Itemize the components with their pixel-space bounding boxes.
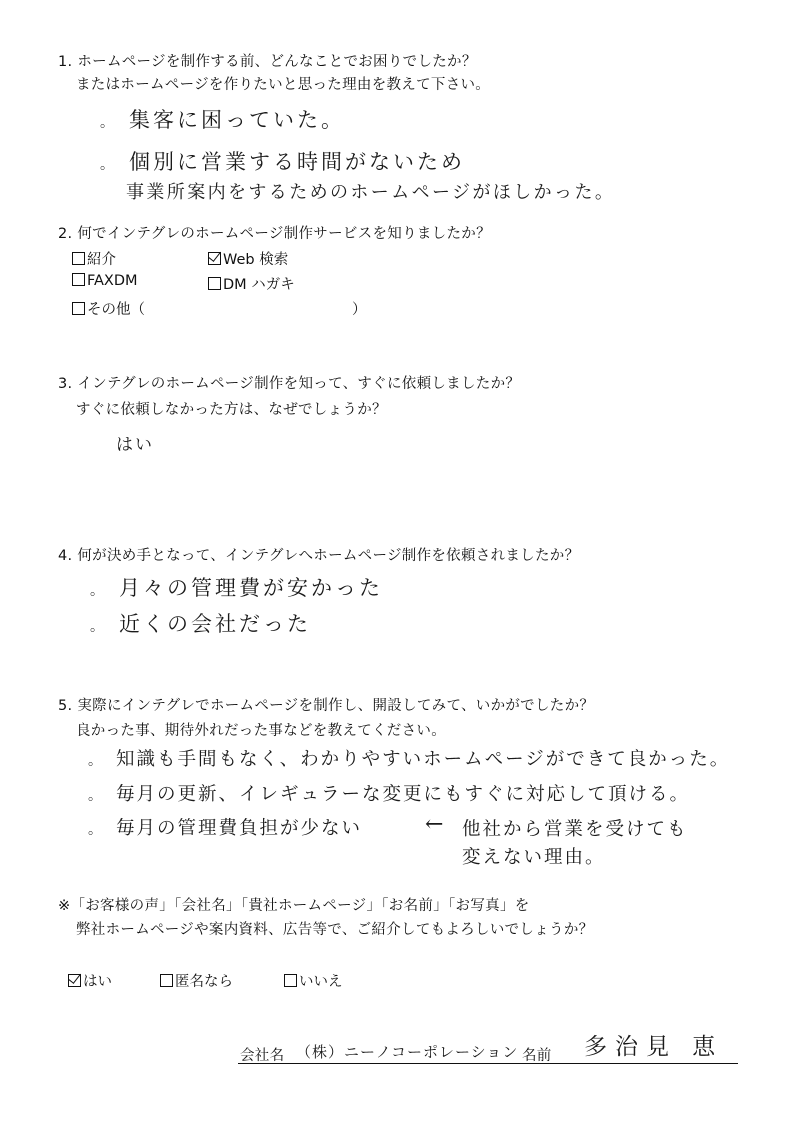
- q1-answer-1-text: 集客に困っていた。: [129, 108, 345, 132]
- checkbox-checked-icon[interactable]: [208, 252, 221, 265]
- consent-option-yes[interactable]: [68, 970, 112, 991]
- bullet-icon: 。: [88, 822, 104, 838]
- bullet-icon: 。: [90, 583, 107, 599]
- checkbox-icon[interactable]: [284, 974, 297, 987]
- bullet-icon: 。: [100, 115, 117, 131]
- q5-note-line2: 変えない理由。: [462, 847, 606, 868]
- checkbox-icon[interactable]: [72, 302, 85, 315]
- q4-answer-2-text: 近くの会社だった: [119, 612, 311, 636]
- checkbox-icon[interactable]: [72, 273, 85, 286]
- q5-note-line1: 他社から営業を受けても: [462, 819, 688, 840]
- arrow-left-icon: ←: [425, 812, 447, 837]
- q1-answer-2: [100, 146, 465, 176]
- checkbox-icon[interactable]: [72, 252, 85, 265]
- q2-option-web-label: Web 検索: [223, 252, 289, 268]
- q5-answer-2: [88, 780, 690, 806]
- q4-line1: 4. 何が決め手となって、インテグレへホームページ制作を依頼されましたか？: [58, 548, 580, 564]
- checkbox-icon[interactable]: [208, 277, 221, 290]
- consent-option-anon[interactable]: [160, 970, 233, 991]
- consent-line2: 弊社ホームページや案内資料、広告等で、ご紹介してもよろしいでしょうか？: [76, 922, 594, 938]
- consent-line1: ※「お客様の声」「会社名」「貴社ホームページ」「お名前」「お写真」を: [58, 898, 530, 914]
- q2-option-dm-label: DM ハガキ: [223, 277, 295, 293]
- consent-option-no-label: いいえ: [299, 974, 343, 990]
- checkbox-icon[interactable]: [160, 974, 173, 987]
- q4-answer-1: [90, 572, 383, 602]
- q4-answer-1-text: 月々の管理費が安かった: [119, 576, 383, 600]
- q1-line1: 1. ホームページを制作する前、どんなことでお困りでしたか？: [58, 54, 477, 70]
- q1-answer-3: 事業所案内をするためのホームページがほしかった。: [126, 182, 616, 203]
- q1-answer-1: [100, 104, 345, 134]
- name-value: 多治見 恵: [584, 1034, 724, 1060]
- company-label: 会社名: [240, 1048, 285, 1064]
- consent-option-no[interactable]: [284, 970, 343, 991]
- q4-answer-2: [90, 608, 311, 638]
- company-value: （株）ニーノコーポレーション: [296, 1043, 519, 1061]
- q2-option-other[interactable]: [72, 298, 145, 319]
- q2-line1: 2. 何でインテグレのホームページ制作サービスを知りましたか？: [58, 226, 491, 242]
- q2-option-other-label: その他（: [87, 302, 145, 318]
- q5-answer-3-text: 毎月の管理費負担が少ない: [116, 818, 363, 839]
- q5-answer-2-text: 毎月の更新、イレギュラーな変更にもすぐに対応して頂ける。: [116, 784, 691, 805]
- q5-line1: 5. 実際にインテグレでホームページを制作し、開設してみて、いかがでしたか？: [58, 698, 595, 714]
- q2-option-fax-label: FAXDM: [87, 273, 138, 289]
- q3-line1: 3. インテグレのホームページ制作を知って、すぐに依頼しましたか？: [58, 376, 521, 392]
- q3-line2: すぐに依頼しなかった方は、なぜでしょうか？: [76, 402, 387, 418]
- bullet-icon: 。: [88, 788, 104, 804]
- name-label: 名前: [522, 1048, 552, 1064]
- q5-line2: 良かった事、期待外れだった事などを教えてください。: [76, 723, 446, 739]
- bullet-icon: 。: [88, 753, 104, 769]
- q5-answer-3: [88, 814, 362, 840]
- q2-option-other-close: ）: [352, 302, 367, 318]
- q3-answer: はい: [116, 435, 154, 455]
- q5-answer-1-text: 知識も手間もなく、わかりやすいホームページができて良かった。: [116, 749, 731, 770]
- checkbox-checked-icon[interactable]: [68, 974, 81, 987]
- q1-answer-2-text: 個別に営業する時間がないため: [129, 150, 465, 174]
- consent-option-yes-label: はい: [83, 974, 112, 990]
- q2-option-intro-label: 紹介: [87, 252, 116, 268]
- bullet-icon: 。: [90, 619, 107, 635]
- q1-line2: またはホームページを作りたいと思った理由を教えて下さい。: [76, 77, 491, 93]
- q2-option-fax[interactable]: [72, 273, 138, 289]
- q5-answer-1: [88, 745, 730, 771]
- q2-option-web[interactable]: [208, 248, 288, 269]
- bullet-icon: 。: [100, 157, 117, 173]
- q2-option-intro[interactable]: [72, 248, 116, 269]
- signature-underline: [238, 1063, 738, 1064]
- consent-option-anon-label: 匿名なら: [175, 974, 233, 990]
- q2-option-dm[interactable]: [208, 273, 295, 294]
